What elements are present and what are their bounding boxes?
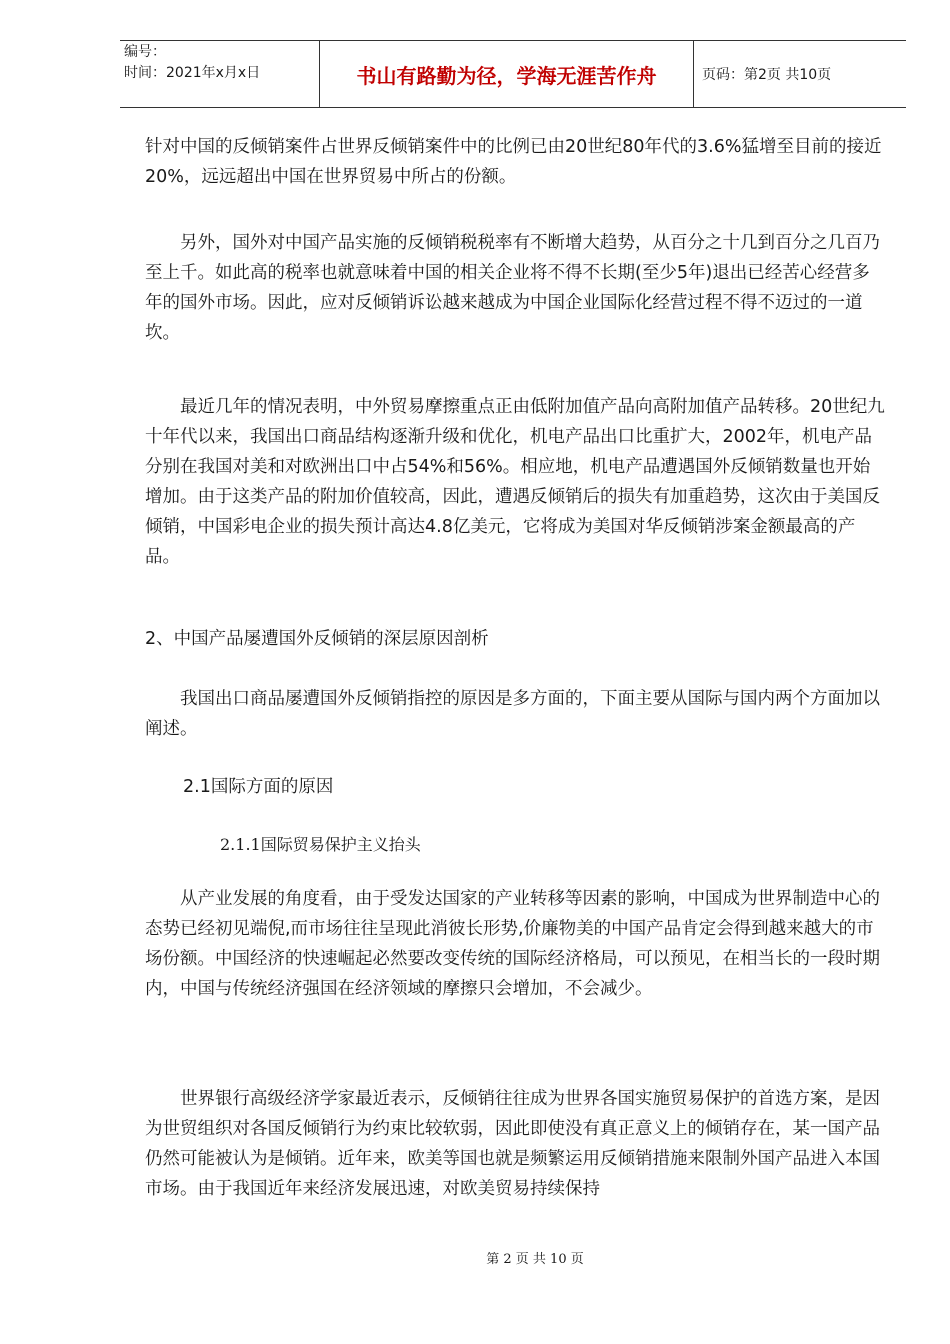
paragraph-1: 针对中国的反倾销案件占世界反倾销案件中的比例已由20世纪80年代的3.6%猛增至目前的接近20%，远远超出中国在世界贸易中所占的份额。 bbox=[145, 137, 882, 187]
time-label: 时间：2021年x月x日 bbox=[124, 65, 261, 81]
paragraph-6: 世界银行高级经济学家最近表示，反倾销往往成为世界各国实施贸易保护的首选方案，是因为世贸组织对各国反倾销行为约束比较软弱，因此即使没有真正意义上的倾销存在，某一国产品仍然可能被认为是倾销。近年来，欧美等国也就是频繁运用反倾销措施来限制外国产品进入本国市场。由于我国近年来经济发展迅速，对欧美贸易持续保持 bbox=[145, 1089, 880, 1199]
paragraph-5: 从产业发展的角度看，由于受发达国家的产业转移等因素的影响，中国成为世界制造中心的态势已经初见端倪,而市场往往呈现此消彼长形势,价廉物美的中国产品肯定会得到越来越大的市场份额。中国经济的快速崛起必然要改变传统的国际经济格局，可以预见，在相当长的一段时期内，中国与传统经济强国在经济领域的摩擦只会增加，不会减少。 bbox=[145, 889, 880, 999]
serial-label: 编号： bbox=[124, 44, 166, 60]
page-footer: 第 2 页 共 10 页 bbox=[486, 1252, 584, 1267]
section-heading-2: 2、中国产品屡遭国外反倾销的深层原因剖析 bbox=[145, 629, 489, 649]
header-motto: 书山有路勤为径，学海无涯苦作舟 bbox=[320, 41, 694, 107]
paragraph-2: 另外，国外对中国产品实施的反倾销税税率有不断增大趋势，从百分之十几到百分之几百乃至上千。如此高的税率也就意味着中国的相关企业将不得不长期(至少5年)退出已经苦心经营多年的国外市场。因此，应对反倾销诉讼越来越成为中国企业国际化经营过程不得不迈过的一道坎。 bbox=[145, 233, 880, 343]
paragraph-3: 最近几年的情况表明，中外贸易摩擦重点正由低附加值产品向高附加值产品转移。20世纪九十年代以来，我国出口商品结构逐渐升级和优化，机电产品出口比重扩大，2002年，机电产品分别在我国对美和对欧洲出口中占54%和56%。相应地，机电产品遭遇国外反倾销数量也开始增加。由于这类产品的附加价值较高，因此，遭遇反倾销后的损失有加重趋势，这次由于美国反倾销，中国彩电企业的损失预计高达4.8亿美元，它将成为美国对华反倾销涉案金额最高的产品。 bbox=[145, 397, 885, 567]
header-meta bbox=[120, 41, 320, 107]
header-page-info: 页码：第2页 共10页 bbox=[702, 67, 832, 83]
subsection-heading-2-1: 2.1国际方面的原因 bbox=[183, 777, 334, 797]
subsection-heading-2-1-1: 2.1.1国际贸易保护主义抬头 bbox=[220, 835, 421, 854]
page-header bbox=[120, 40, 906, 108]
paragraph-4: 我国出口商品屡遭国外反倾销指控的原因是多方面的，下面主要从国际与国内两个方面加以阐述。 bbox=[145, 689, 880, 739]
